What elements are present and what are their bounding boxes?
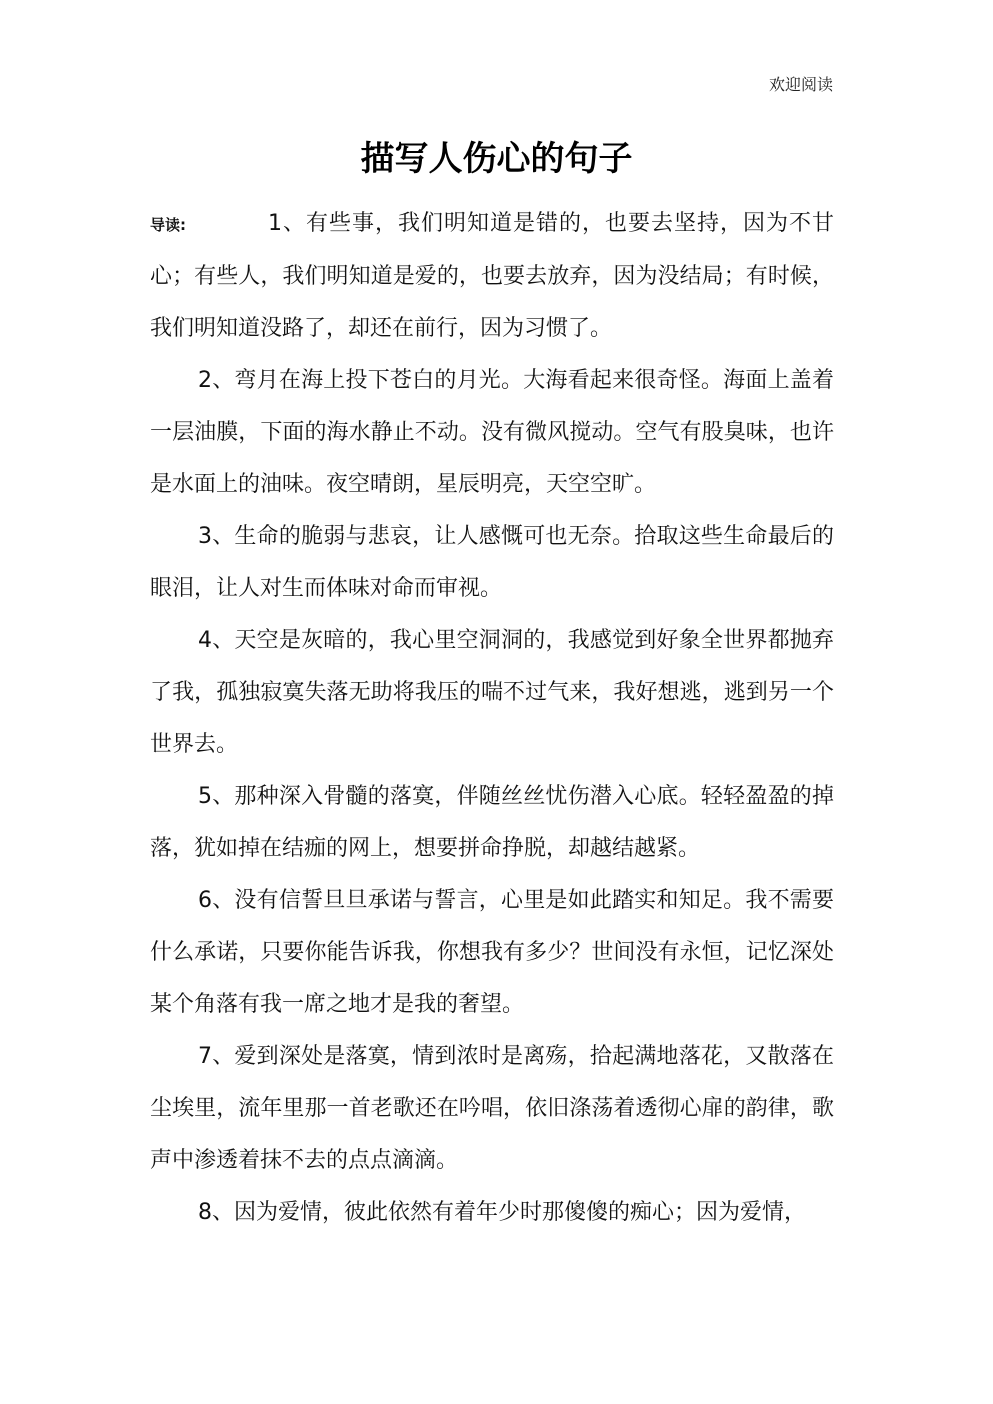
paragraph-6: 6、没有信誓旦旦承诺与誓言，心里是如此踏实和知足。我不需要什么承诺，只要你能告诉我，你想我有多少？世间没有永恒，记忆深处某个角落有我一席之地才是我的奢望。 [150, 888, 834, 1017]
header-note: 欢迎阅读 [768, 75, 833, 94]
paragraph-3: 3、生命的脆弱与悲哀，让人感慨可也无奈。拾取这些生命最后的眼泪，让人对生而体味对命而审视。 [150, 524, 834, 601]
paragraph-8: 8、因为爱情，彼此依然有着年少时那傻傻的痴心；因为爱情， [198, 1200, 806, 1225]
paragraph-2: 2、弯月在海上投下苍白的月光。大海看起来很奇怪。海面上盖着一层油膜，下面的海水静止不动。没有微风搅动。空气有股臭味，也许是水面上的油味。夜空晴朗，星辰明亮，天空空旷。 [150, 368, 834, 497]
document-body [150, 198, 834, 1239]
lead-label: 导读: [150, 216, 186, 234]
document-title: 描写人伤心的句子 [360, 139, 633, 179]
paragraph-4: 4、天空是灰暗的，我心里空洞洞的，我感觉到好象全世界都抛弃了我，孤独寂寞失落无助将我压的喘不过气来，我好想逃，逃到另一个世界去。 [150, 628, 834, 757]
paragraph-1-text: 1、有些事，我们明知道是错的，也要去坚持，因为不甘心；有些人，我们明知道是爱的，也要去放弃，因为没结局；有时候，我们明知道没路了，却还在前行，因为习惯了。 [150, 211, 834, 341]
paragraph-1 [150, 198, 834, 355]
paragraph-5: 5、那种深入骨髓的落寞，伴随丝丝忧伤潜入心底。轻轻盈盈的掉落，犹如掉在结痂的网上，想要拼命挣脱，却越结越紧。 [150, 784, 834, 861]
paragraph-7: 7、爱到深处是落寞，情到浓时是离殇，拾起满地落花，又散落在尘埃里，流年里那一首老歌还在吟唱，依旧涤荡着透彻心扉的韵律，歌声中渗透着抹不去的点点滴滴。 [150, 1044, 834, 1173]
